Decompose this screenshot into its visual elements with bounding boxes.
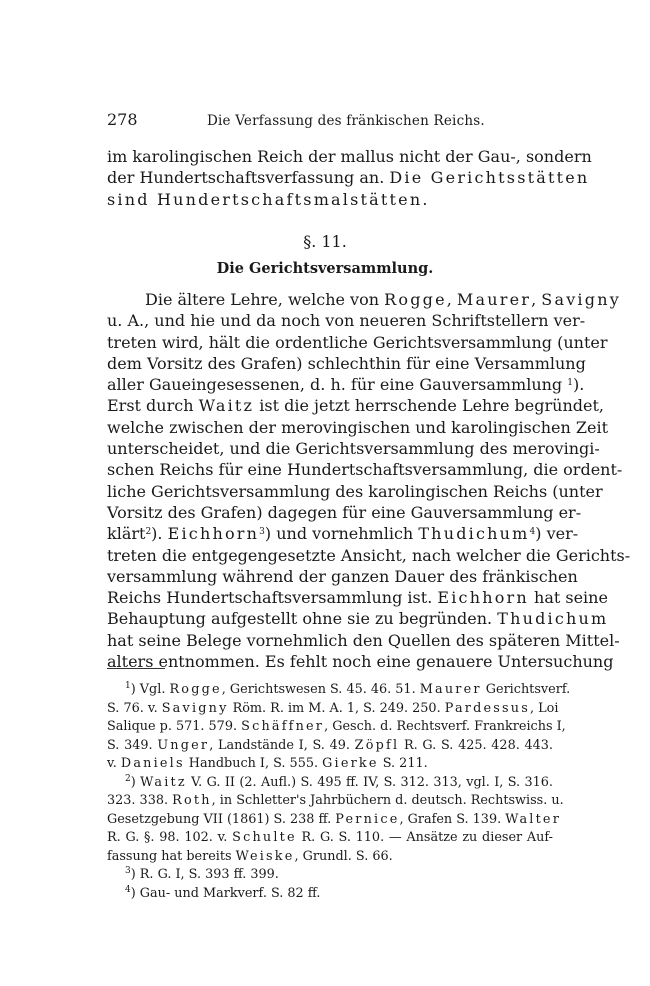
- spaced-name: Rogge: [384, 290, 447, 309]
- spaced-name: Maurer: [419, 682, 482, 697]
- footnote-marker: 2: [145, 527, 152, 538]
- footnote-marker: 1: [125, 681, 131, 691]
- spaced-name: Schulte: [232, 830, 297, 845]
- text-line: [107, 587, 608, 608]
- text-line: [107, 481, 603, 502]
- footnote-marker: 4: [529, 527, 536, 538]
- text-run: aller Gaueingesessenen, d. h. für eine Gauversammlung: [107, 375, 568, 395]
- section-title: Die Gerichtsversammlung.: [216, 260, 434, 277]
- text-run: Die ältere Lehre, welche von: [145, 290, 385, 309]
- footnote-line: [107, 848, 553, 867]
- text-run: V. G. II (2. Aufl.) S. 495 ff. IV, S. 312. 313, vgl. I, S. 316.: [186, 774, 553, 790]
- text-run: ): [130, 774, 141, 790]
- text-run: der Hundertschaftsverfassung an.: [107, 168, 390, 188]
- text-run: , Grundl. S. 66.: [294, 848, 393, 864]
- spaced-name: Pernice: [335, 811, 400, 827]
- text-run: liche Gerichtsversammlung des karolingischen Reichs (unter: [107, 481, 603, 501]
- footnote-line: [107, 866, 553, 885]
- text-run: , Loi: [530, 700, 559, 716]
- text-line: [107, 608, 609, 629]
- text-run: , Landstände I, S. 49.: [209, 737, 355, 753]
- footnote-line: [107, 737, 553, 756]
- text-line: [107, 523, 579, 544]
- spaced-name: Savigny: [161, 700, 229, 716]
- body-paragraph: [107, 289, 631, 672]
- spaced-name: Daniels: [120, 756, 185, 771]
- text-line: [107, 353, 586, 374]
- footnote-marker: 2: [125, 773, 131, 784]
- text-run: Vorsitz des Grafen) dagegen für eine Gauversammlung er-: [107, 502, 582, 522]
- text-run: ) ver-: [535, 524, 579, 544]
- text-run: ) R. G. I, S. 393 ff. 399.: [130, 867, 279, 882]
- text-run: S. 349.: [107, 737, 158, 753]
- text-line: [107, 459, 623, 480]
- text-line: [107, 289, 621, 310]
- text-line: [107, 630, 620, 651]
- text-line: [107, 310, 586, 331]
- text-line: [107, 417, 609, 438]
- text-run: Röm. R. im M. A. 1, S. 249. 250.: [228, 700, 445, 716]
- text-line: [107, 189, 553, 210]
- text-run: , Gerichtswesen S. 45. 46. 51.: [221, 682, 420, 697]
- text-line: [107, 395, 604, 416]
- text-run: ) Gau- und Markverf. S. 82 ff.: [130, 885, 321, 901]
- spaced-name: Waitz: [140, 774, 187, 790]
- text-run: R. G. S. 425. 428. 443.: [399, 737, 553, 753]
- footnote-line: [107, 700, 559, 719]
- text-run: fassung hat bereits: [107, 848, 236, 864]
- text-run: ) und vornehmlich: [264, 524, 419, 544]
- footnote-line: [107, 718, 566, 737]
- footnote-marker: 3: [125, 866, 131, 876]
- spaced-name: Walter: [505, 811, 562, 827]
- text-run: , in Schletter's Jahrbüchern d. deutsch. Rechtswiss. u.: [211, 793, 564, 808]
- text-run: R. G. §. 98. 102. v.: [107, 830, 233, 845]
- text-run: u. A., und hie und da noch von neueren Schriftstellern ver-: [107, 311, 586, 331]
- text-run: alters entnommen. Es fehlt noch eine genauere Untersuchung: [107, 652, 614, 672]
- footnote-line: [107, 829, 553, 848]
- text-run: ).: [151, 524, 168, 544]
- spaced-name: Roth: [172, 793, 212, 808]
- text-run: R. G. S. 110. — Ansätze zu dieser Auf-: [296, 830, 553, 845]
- spaced-name: Die Gerichtsstätten: [389, 168, 590, 188]
- spaced-name: Rogge: [169, 682, 222, 697]
- text-run: v.: [107, 756, 121, 771]
- text-line: [107, 566, 578, 587]
- footnote-line: [107, 792, 564, 811]
- text-line: [107, 545, 631, 566]
- text-line: [107, 146, 592, 167]
- text-run: , Gesch. d. Rechtsverf. Frankreichs I,: [324, 719, 566, 734]
- text-run: Gerichtsverf.: [481, 682, 571, 697]
- footnote-marker: 4: [125, 884, 131, 895]
- page-number: 278: [107, 110, 138, 129]
- text-run: unterscheidet, und die Gerichtsversammlung des merovingi-: [107, 439, 600, 459]
- spaced-name: Gierke: [322, 756, 379, 771]
- spaced-name: Unger: [157, 737, 210, 753]
- spaced-name: Weiske: [235, 848, 295, 864]
- text-run: , Grafen S. 139.: [399, 811, 506, 827]
- text-line: [107, 438, 600, 459]
- text-run: hat seine: [528, 588, 608, 608]
- text-line: [107, 651, 614, 672]
- text-run: ,: [446, 290, 457, 309]
- footnote-line: [107, 811, 562, 830]
- text-run: S. 211.: [378, 756, 428, 771]
- footnote-line: [107, 755, 553, 774]
- text-run: ,: [531, 290, 542, 309]
- text-run: schen Reichs für eine Hundertschaftsversammlung, die ordent-: [107, 460, 623, 480]
- footnotes: [107, 681, 571, 903]
- spaced-name: Thudichum: [497, 609, 609, 629]
- spaced-name: Eichhorn: [167, 524, 260, 544]
- text-line: [107, 332, 608, 353]
- footnote-line: [107, 885, 553, 904]
- text-run: treten die entgegengesetzte Ansicht, nach welcher die Gerichts-: [107, 545, 631, 565]
- text-line: [107, 167, 590, 188]
- spaced-name: Thudichum: [418, 524, 530, 544]
- text-run: welche zwischen der merovingischen und karolingischen Zeit: [107, 417, 609, 437]
- section-number: §. 11.: [303, 232, 347, 251]
- text-run: Behauptung aufgestellt ohne sie zu begründen.: [107, 609, 498, 629]
- text-run: ist die jetzt herrschende Lehre begründet,: [254, 396, 604, 416]
- spaced-name: Waitz: [198, 396, 255, 416]
- text-line: [107, 502, 582, 523]
- footnote-marker: 1: [567, 378, 573, 389]
- text-run: ).: [572, 375, 585, 395]
- text-run: Salique p. 571. 579.: [107, 719, 242, 734]
- text-run: Gesetzgebung VII (1861) S. 238 ff.: [107, 811, 336, 827]
- spaced-name: Eichhorn: [437, 588, 529, 608]
- spaced-name: Pardessus: [444, 700, 531, 716]
- text-run: dem Vorsitz des Grafen) schlechthin für eine Versammlung: [107, 353, 586, 373]
- text-run: klärt: [107, 524, 146, 544]
- text-run: hat seine Belege vornehmlich den Quellen des späteren Mittel-: [107, 630, 620, 650]
- text-run: im karolingischen Reich der mallus nicht der Gau-, sondern: [107, 147, 592, 166]
- running-title: Die Verfassung des fränkischen Reichs.: [207, 113, 485, 129]
- intro-paragraph: [107, 146, 592, 210]
- spaced-name: Zöpfl: [354, 737, 400, 753]
- footnote-line: [107, 774, 553, 793]
- text-run: S. 76. v.: [107, 700, 162, 716]
- spaced-name: Savigny: [541, 290, 621, 309]
- footnote-rule: [107, 668, 165, 669]
- text-run: 323. 338.: [107, 793, 173, 808]
- spaced-name: Schäffner: [241, 719, 325, 734]
- text-run: Handbuch I, S. 555.: [184, 756, 323, 771]
- text-run: versammlung während der ganzen Dauer des fränkischen: [107, 566, 578, 586]
- spaced-name: sind Hundertschaftsmalstätten.: [107, 189, 430, 209]
- text-line: [107, 374, 585, 395]
- text-run: Erst durch: [107, 396, 199, 416]
- footnote-line: [107, 681, 571, 700]
- text-run: Reichs Hundertschaftsversammlung ist.: [107, 588, 438, 608]
- spaced-name: Maurer: [456, 290, 532, 309]
- footnote-marker: 3: [259, 527, 265, 538]
- text-run: ) Vgl.: [130, 682, 170, 697]
- text-run: treten wird, hält die ordentliche Gerichtsversammlung (unter: [107, 332, 608, 352]
